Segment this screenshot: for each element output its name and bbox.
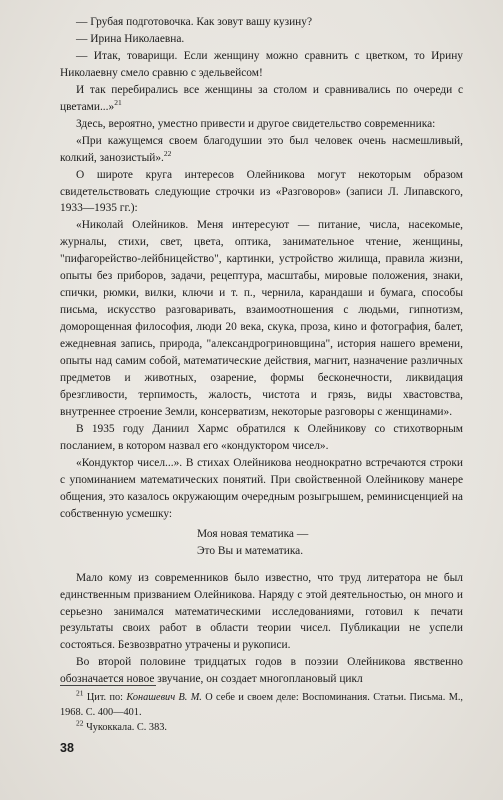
paragraph-kharms: В 1935 году Даниил Хармс обратился к Олейникову со стихотворным посланием, в котором назвал его «кондуктором чисел». xyxy=(60,422,463,452)
paragraph-conductor: «Кондуктор чисел...». В стихах Олейникова неоднократно встречаются строки с упоминанием математических понятий. При свойственной Олейникову манере общения, это казалось окружающим очередным розыгрышем, реминисценцией на собственную усмешку: xyxy=(60,456,463,520)
footnote-22-number: 22 xyxy=(76,718,84,728)
footnote-ref-21: 21 xyxy=(114,97,122,107)
page-number: 38 xyxy=(60,741,74,755)
paragraph-witness-quote xyxy=(60,133,463,167)
paragraph-dialog-3: — Итак, товарищи. Если женщину можно сравнить с цветком, то Ирину Николаевну смело сравню с эдельвейсом! xyxy=(60,49,463,79)
footnote-21-source: О себе и своем деле: Воспоминания. Статьи. Письма. М., 1968. С. 400—401. xyxy=(60,692,463,718)
footnote-21-prefix: Цит. по: xyxy=(86,692,127,703)
main-text xyxy=(60,14,463,688)
footnote-22-text: Чукоккала. С. 383. xyxy=(86,722,167,733)
paragraph-witness-quote-text: «При кажущемся своем благодушии это был человек очень насмешливый, колкий, занозистый». xyxy=(60,134,463,164)
paragraph-flowers-text: И так перебирались все женщины за столом и сравнивались по очереди с цветами...» xyxy=(60,83,463,113)
footnote-divider xyxy=(60,685,156,686)
footnote-21-number: 21 xyxy=(76,688,84,698)
footnotes xyxy=(60,690,463,735)
paragraph-interests-intro: О широте круга интересов Олейникова могут некоторым образом свидетельствовать следующие строчки из «Разговоров» (записи Л. Липавского, 1933—1935 гг.): xyxy=(60,168,463,215)
footnote-22 xyxy=(60,720,463,735)
paragraph-flowers xyxy=(60,82,463,116)
paragraph-interests-list: «Николай Олейников. Меня интересуют — питание, числа, насекомые, журналы, стихи, свет, цвета, оптика, занимательное чтение, женщины, "пифагорейство-лейбницейство", картинки, устройство жилища, правила жизни, опыты без приборов, задачи, рецептура, масштабы, мировые положения, знаки, спички, рюмки, вилки, ключи и т. п., чернила, карандаши и бумага, способы письма, искусство разговаривать, взаимоотношения с людьми, гипнотизм, доморощенная философия, люди 20 века, скука, проза, кино и фотография, балет, ежедневная запись, природа, "александрогриновщина", история нашего времени, опыты над самим собой, математические действия, магнит, назначение различных предметов и животных, озарение, формы бесконечности, ликвидация брезгливости, терпимость, жалость, чистота и грязь, виды хвастовства, внутреннее строение Земли, консерватизм, некоторые разговоры с женщинами». xyxy=(60,219,463,418)
verse-line-2: Это Вы и математика. xyxy=(197,544,304,557)
footnote-ref-22: 22 xyxy=(163,148,172,158)
paragraph-mathematics: Мало кому из современников было известно, что труд литератора не был единственным призванием Олейникова. Наряду с этой деятельностью, он много и серьезно занимался математическими исследованиями, готовил к печати результаты своих работ в области теории чисел. Публикации не успели состояться. Безвозвратно утрачены и рукописи. xyxy=(60,571,463,652)
verse-line-1: Моя новая тематика — xyxy=(197,527,309,540)
verse-quote xyxy=(60,526,463,560)
paragraph-thirties: Во второй половине тридцатых годов в поэзии Олейникова явственно обозначается новое звучание, он создает многоплановый цикл xyxy=(60,656,463,686)
paragraph-dialog-2: — Ирина Николаевна. xyxy=(76,32,185,45)
paragraph-witness-intro: Здесь, вероятно, уместно привести и другое свидетельство современника: xyxy=(76,117,436,130)
footnote-21-author: Конашевич В. М. xyxy=(126,692,202,703)
footnote-21 xyxy=(60,690,463,720)
paragraph-dialog-1: — Грубая подготовочка. Как зовут вашу кузину? xyxy=(76,16,313,28)
